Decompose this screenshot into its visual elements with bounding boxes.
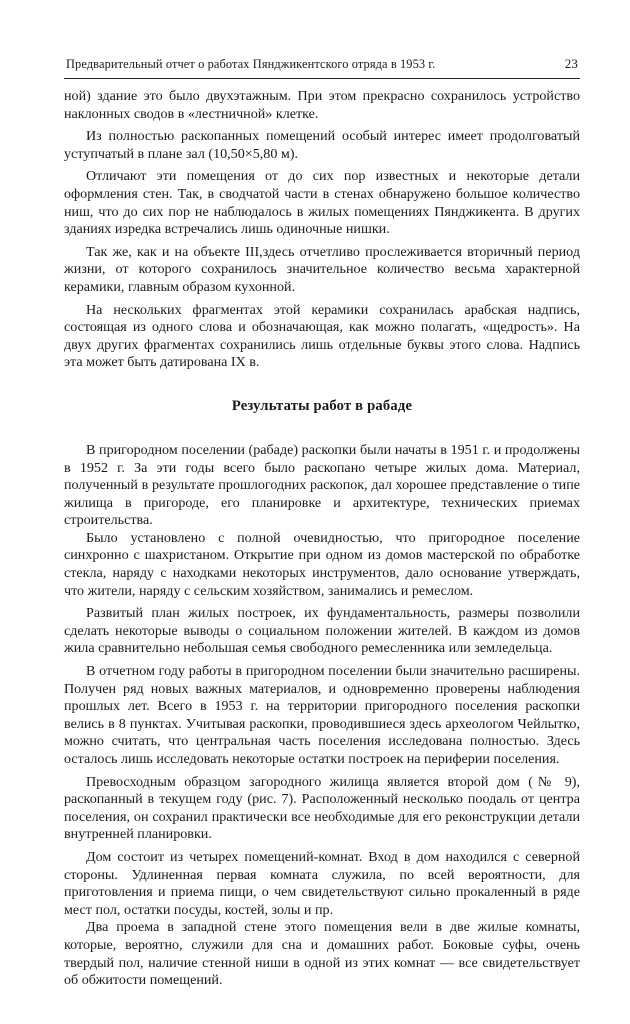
running-header (64, 56, 580, 79)
paragraph: Два проема в западной стене этого помещения вели в две жилые комнаты, которые, вероятно, служили для сна и домашних работ. Боковые суфы, очень твердый пол, наличие стенной ниши в одной из этих комнат — все свидетельствует об обжитости помещений. (64, 919, 580, 989)
paragraph: ной) здание это было двухэтажным. При этом прекрасно сохранилось устройство наклонных сводов в «лестничной» клетке. (64, 88, 580, 122)
paragraph: В отчетном году работы в пригородном поселении были значительно расширены. Получен ряд новых важных материалов, и одновременно проверены наблюдения прошлых лет. Всего в 1953 г. на территории пригородного поселения раскопки велись в 8 пунктах. Учитывая раскопки, проводившиеся здесь археологом Чейлытко, можно считать, что центральная часть поселения исследована полностью. Здесь осталось лишь исследовать некоторые остатки построек на периферии поселения. (64, 663, 580, 767)
paragraph: Развитый план жилых построек, их фундаментальность, размеры позволили сделать некоторые выводы о социальном положении жителей. В каждом из домов жила сравнительно небольшая семья свободного ремесленника или земледельца. (64, 605, 580, 657)
paragraph: Дом состоит из четырех помещений-комнат. Вход в дом находился с северной стороны. Удлиненная первая комната служила, по всей вероятности, для приготовления и приема пищи, о чем свидетельствуют сильно прокаленный в ряде мест пол, остатки посуды, костей, золы и пр. (64, 848, 580, 918)
paragraph: Из полностью раскопанных помещений особый интерес имеет продолговатый уступчатый в плане зал (10,50×5,80 м). (64, 128, 580, 162)
paragraph: Отличают эти помещения от до сих пор известных и некоторые детали оформления стен. Так, в сводчатой части в стенах обнаружено большое количество ниш, что до сих пор не наблюдалось в жилых помещениях Пянджикента. В других зданиях изредка встречались лишь одиночные нишки. (64, 168, 580, 238)
body-text (64, 88, 580, 990)
page-number: 23 (564, 56, 578, 71)
paragraph: В пригородном поселении (рабаде) раскопки были начаты в 1951 г. и продолжены в 1952 г. За эти годы всего было раскопано четыре жилых дома. Материал, полученный в результате прошлогодних раскопок, дал хорошее представление о типе жилища в пригороде, его планировке и архитектуре, технических приемах строительства. (64, 441, 580, 529)
paragraph: Было установлено с полной очевидностью, что пригородное поселение синхронно с шахристаном. Открытие при одном из домов мастерской по обработке стекла, наряду с находками некоторых инструментов, дало основание утверждать, что жители, наряду с сельским хозяйством, занимались и ремеслом. (64, 529, 580, 599)
section-heading: Результаты работ в рабаде (231, 397, 413, 414)
paragraph: Превосходным образцом загородного жилища является второй дом (№ 9), раскопанный в текущем году (рис. 7). Расположенный несколько поодаль от центра поселения, он сохранил практически все необходимые для его реконструкции детали внутренней планировки. (64, 773, 580, 843)
paragraph: На нескольких фрагментах этой керамики сохранилась арабская надпись, состоящая из одного слова и обозначающая, как можно полагать, «щедрость». На двух других фрагментах сохранились лишь отдельные буквы этого слова. Надпись эта может быть датирована IX в. (64, 301, 580, 371)
running-header-title: Предварительный отчет о работах Пянджикентского отряда в 1953 г. (66, 57, 436, 71)
paragraph: Так же, как и на объекте III,здесь отчетливо прослеживается вторичный период жизни, от которого сохранилось значительное количество весьма характерной керамики, главным образом кухонной. (64, 243, 580, 295)
